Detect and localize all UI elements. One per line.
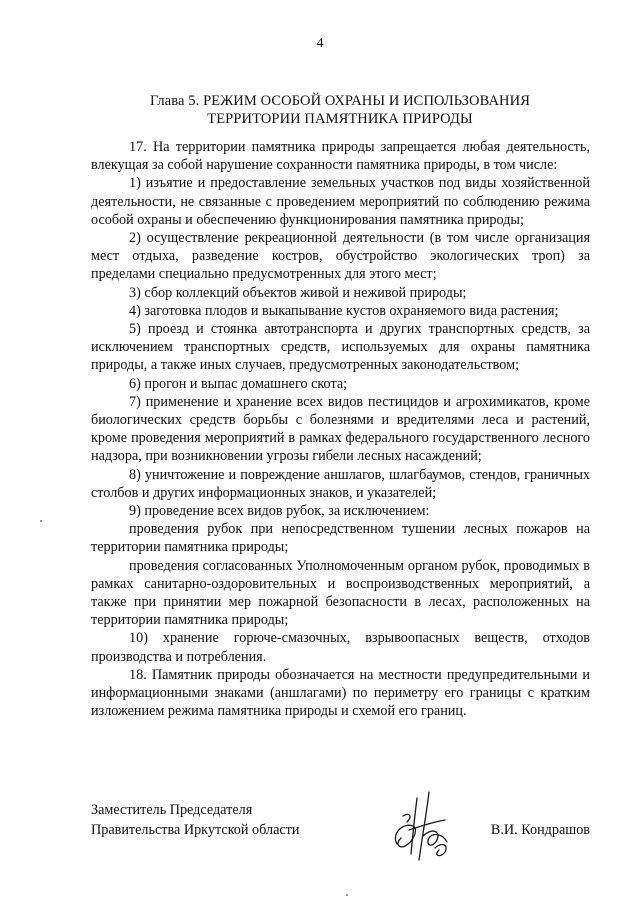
signatory-name: В.И. Кондрашов	[490, 822, 590, 838]
list-item-8: 8) уничтожение и повреждение аншлагов, шлагбаумов, стендов, граничных столбов и других информационных знаков, и указателей;	[91, 466, 590, 501]
chapter-title-line-1: Глава 5. РЕЖИМ ОСОБОЙ ОХРАНЫ И ИСПОЛЬЗОВАНИЯ	[150, 93, 530, 109]
paragraph-18: 18. Памятник природы обозначается на местности предупредительными и информационными знаками (аншлагами) по периметру его границы с кратким изложением режима памятника природы и схемой его границ.	[91, 666, 590, 720]
handwritten-signature	[383, 786, 461, 866]
list-item-4: 4) заготовка плодов и выкапывание кустов охраняемого вида растения;	[129, 302, 559, 319]
list-item-10: 10) хранение горюче-смазочных, взрывоопасных веществ, отходов производства и потребления.	[91, 630, 590, 665]
scan-speck	[40, 520, 42, 522]
signatory-position-line-2: Правительства Иркутской области	[91, 822, 300, 838]
signatory-position	[91, 800, 299, 840]
scan-speck	[346, 894, 348, 896]
signature-block	[91, 800, 590, 880]
page-number: 4	[316, 36, 324, 51]
list-item-3: 3) сбор коллекций объектов живой и неживой природы;	[129, 284, 467, 301]
list-item-9: 9) проведение всех видов рубок, за исключением:	[129, 503, 430, 520]
sub-item-sanitary-felling: проведения согласованных Уполномоченным органом рубок, проводимых в рамках санитарно-оздоровительных и воспроизводственных мероприятий, а также при принятии мер пожарной безопасности в лесах, расположенных на территории памятника природы;	[91, 557, 590, 629]
list-item-2: 2) осуществление рекреационной деятельности (в том числе организация мест отдыха, разведение костров, обустройство экологических троп) за пределами специально предусмотренных для этого мест;	[91, 230, 590, 283]
sub-item-fire-suppression: проведения рубок при непосредственном тушении лесных пожаров на территории памятника природы;	[91, 521, 590, 556]
signatory-position-line-1: Заместитель Председателя	[91, 802, 253, 818]
list-item-7: 7) применение и хранение всех видов пестицидов и агрохимикатов, кроме биологических средств борьбы с болезнями и вредителями леса и растений, кроме проведения мероприятий в рамках федерального государственного лесного надзора, при возникновении угрозы гибели лесных насаждений;	[91, 393, 590, 465]
list-item-6: 6) прогон и выпас домашнего скота;	[129, 375, 348, 392]
list-item-1: 1) изъятие и предоставление земельных участков под виды хозяйственной деятельности, не связанные с проведением мероприятий по соблюдению режима особой охраны и обеспечению функционирования памятника природы;	[91, 175, 590, 228]
paragraph-17: 17. На территории памятника природы запрещается любая деятельность, влекущая за собой нарушение сохранности памятника природы, в том числе:	[91, 139, 590, 174]
list-item-5: 5) проезд и стоянка автотранспорта и других транспортных средств, за исключением транспортных средств, используемых для охраны памятника природы, а также иных случаев, предусмотренных законодательством;	[91, 321, 590, 374]
chapter-title	[90, 92, 590, 128]
document-body	[91, 138, 590, 721]
chapter-title-line-2: ТЕРРИТОРИИ ПАМЯТНИКА ПРИРОДЫ	[207, 111, 473, 127]
